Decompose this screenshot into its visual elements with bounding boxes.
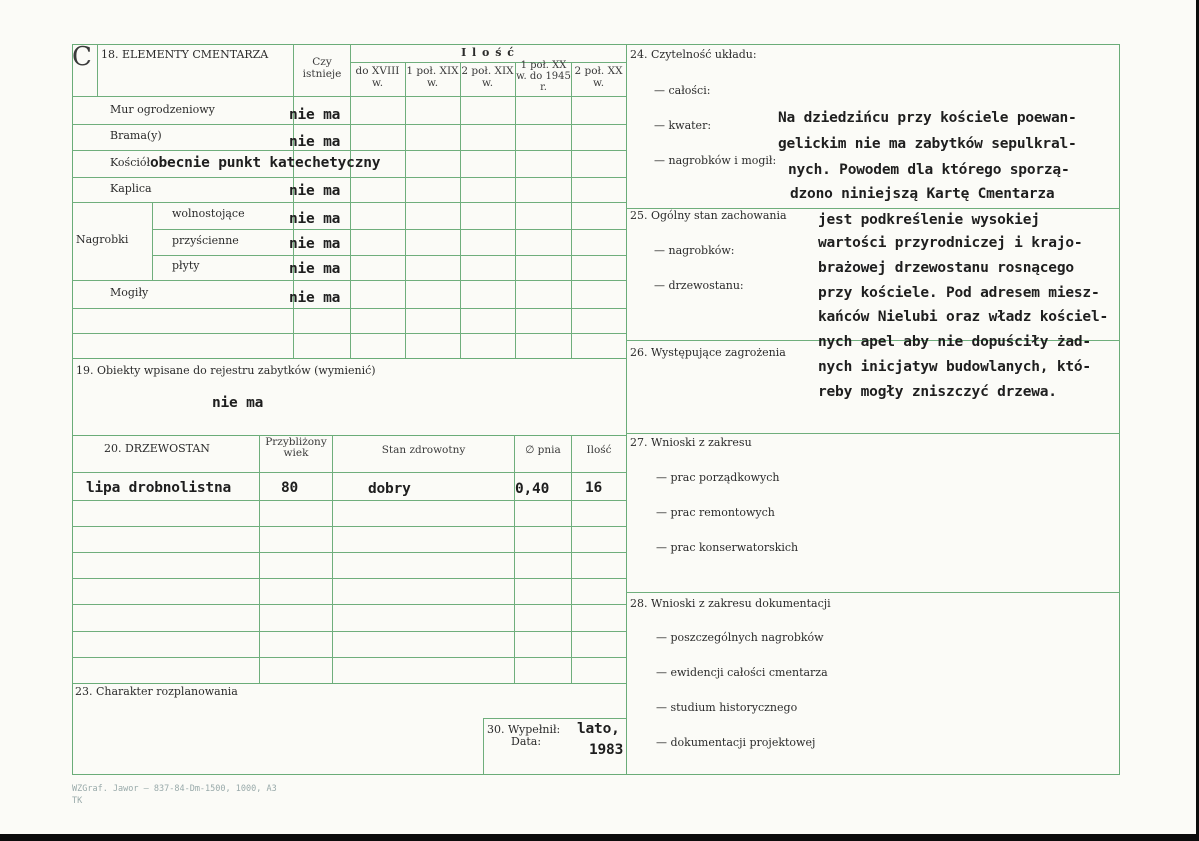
typed-note-line: jest podkreślenie wysokiej (818, 212, 1040, 228)
s30-wypelnil-value: lato, (577, 721, 620, 737)
value-plyty: nie ma (289, 261, 341, 277)
s19-title: 19. Obiekty wpisane do rejestru zabytków (wymienić) (76, 364, 376, 377)
row-label-plyty: płyty (172, 259, 200, 272)
value-brama: nie ma (289, 134, 341, 150)
row-line (72, 333, 626, 334)
s26-bottom (626, 433, 1120, 434)
col-line (571, 435, 572, 683)
s28-item: — poszczególnych nagrobków (656, 631, 824, 644)
col-pnia-header: ∅ pnia (525, 444, 561, 456)
row-label-wolnostojace: wolnostojące (172, 207, 245, 220)
typed-note-line: gelickim nie ma zabytków sepulkral- (778, 136, 1077, 152)
ilosc-underline (350, 62, 626, 63)
typed-note-line: nych apel aby nie dopuściły żad- (818, 334, 1091, 350)
s19-bottom (72, 435, 626, 436)
s28-item: — ewidencji całości cmentarza (656, 666, 828, 679)
col-line (460, 62, 461, 358)
row-line (72, 280, 626, 281)
row-line (152, 229, 626, 230)
typed-note-line: nych inicjatyw budowlanych, któ- (818, 359, 1091, 375)
typed-note-line: reby mogły zniszczyć drzewa. (818, 384, 1057, 400)
s30-left (483, 718, 484, 774)
typed-note-line: wartości przyrodniczej i krajo- (818, 235, 1083, 251)
period-header: 1 poł. XIX w. (406, 65, 459, 89)
typed-note-line: kańców Nielubi oraz władz kościel- (818, 309, 1109, 325)
s26-title: 26. Występujące zagrożenia (630, 346, 786, 359)
row-label-przyscienne: przyścienne (172, 234, 239, 247)
row-line (72, 526, 626, 527)
col-line (405, 62, 406, 358)
col-line (97, 44, 98, 96)
s30-top (483, 718, 626, 719)
footer-line: TK (72, 796, 83, 806)
frame-right (1119, 44, 1120, 774)
col-line (350, 44, 351, 358)
col-line (515, 62, 516, 358)
s24-calosci: — całości: (654, 84, 711, 97)
row-label-brama: Brama(y) (110, 129, 162, 142)
tree-age: 80 (281, 480, 299, 496)
col-line (514, 435, 515, 683)
s27-bottom (626, 592, 1120, 593)
print-footer (72, 783, 277, 807)
value-mogily: nie ma (289, 290, 341, 306)
s18-bottom (72, 358, 626, 359)
czy-istnieje-header: Czy istnieje (302, 56, 342, 80)
s20-header-bottom (72, 472, 626, 473)
row-label-kosciol: Kościół (110, 156, 151, 169)
value-wolnostojace: nie ma (289, 211, 341, 227)
row-label-mogily: Mogiły (110, 286, 149, 299)
s20-title: 20. DRZEWOSTAN (104, 442, 210, 455)
s18-header-bottom (72, 96, 626, 97)
value-przyscienne: nie ma (289, 236, 341, 252)
tree-condition: dobry (368, 481, 411, 497)
s23-title: 23. Charakter rozplanowania (75, 685, 238, 698)
value-mur: nie ma (289, 107, 341, 123)
s27-item: — prac konserwatorskich (656, 541, 799, 554)
col-ilosc-header: Ilość (586, 444, 612, 456)
row-line (72, 604, 626, 605)
typed-note-line: brażowej drzewostanu rosnącego (818, 260, 1074, 276)
row-line (72, 552, 626, 553)
s30-data: Data: (511, 735, 542, 748)
period-header: 1 poł. XX w. do 1945 r. (516, 60, 571, 93)
row-label-mur: Mur ogrodzeniowy (110, 103, 215, 116)
s30-data-value: 1983 (589, 742, 624, 758)
s24-title: 24. Czytelność układu: (630, 48, 757, 61)
period-header: 2 poł. XIX w. (461, 65, 514, 89)
frame-top (72, 44, 1120, 45)
s19-value: nie ma (212, 395, 264, 411)
row-line (152, 255, 626, 256)
scan-edge-bottom (0, 834, 1199, 841)
s18-title: 18. ELEMENTY CMENTARZA (101, 48, 269, 61)
tree-diameter: 0,40 (515, 481, 550, 497)
row-line (72, 202, 626, 203)
tree-name: lipa drobnolistna (86, 480, 232, 496)
frame-bottom (72, 774, 1120, 775)
row-line (72, 177, 626, 178)
col-line (571, 62, 572, 358)
s20-bottom (72, 683, 626, 684)
frame-left (72, 44, 73, 774)
s24-nagrobkow: — nagrobków i mogił: (654, 154, 777, 167)
typed-note-line: nych. Powodem dla którego sporzą- (788, 162, 1070, 178)
footer-line: WZGraf. Jawor — 837-84-Dm-1500, 1000, A3 (72, 784, 277, 794)
value-kaplica: nie ma (289, 183, 341, 199)
typed-note-line: przy kościele. Pod adresem miesz- (818, 285, 1100, 301)
column-divider (626, 44, 627, 774)
corner-letter: C (72, 42, 92, 72)
period-header: do XVIII w. (355, 65, 400, 89)
s25-nagrobkow: — nagrobków: (654, 244, 735, 257)
col-stan-header: Stan zdrowotny (381, 444, 466, 456)
s27-item: — prac remontowych (656, 506, 775, 519)
row-label-kaplica: Kaplica (110, 182, 152, 195)
row-line (72, 578, 626, 579)
col-line (332, 435, 333, 683)
typed-note-line: dzono niniejszą Kartę Cmentarza (790, 186, 1055, 202)
row-label-nagrobki: Nagrobki (76, 233, 129, 246)
tree-count: 16 (585, 480, 603, 496)
row-line (72, 657, 626, 658)
s27-title: 27. Wnioski z zakresu (630, 436, 752, 449)
row-line (72, 124, 626, 125)
row-line (72, 500, 626, 501)
col-line (259, 435, 260, 683)
s28-item: — dokumentacji projektowej (656, 736, 816, 749)
s28-item: — studium historycznego (656, 701, 798, 714)
s25-drzewostanu: — drzewostanu: (654, 279, 744, 292)
col-line (152, 202, 153, 280)
col-wiek-header: Przybliżony wiek (265, 436, 327, 459)
s30-wypelnil: 30. Wypełnił: (487, 723, 561, 736)
typed-note-line: Na dziedzińcu przy kościele poewan- (778, 110, 1077, 126)
s25-title: 25. Ogólny stan zachowania (630, 209, 787, 222)
value-kosciol: obecnie punkt katechetyczny (150, 155, 381, 171)
ilosc-header: I l o ś ć (461, 46, 515, 59)
row-line (72, 308, 626, 309)
s28-title: 28. Wnioski z zakresu dokumentacji (630, 597, 831, 610)
s27-item: — prac porządkowych (656, 471, 780, 484)
s24-kwater: — kwater: (654, 119, 712, 132)
row-line (72, 631, 626, 632)
col-line (293, 44, 294, 358)
period-header: 2 poł. XX w. (574, 65, 623, 89)
row-line (72, 150, 626, 151)
